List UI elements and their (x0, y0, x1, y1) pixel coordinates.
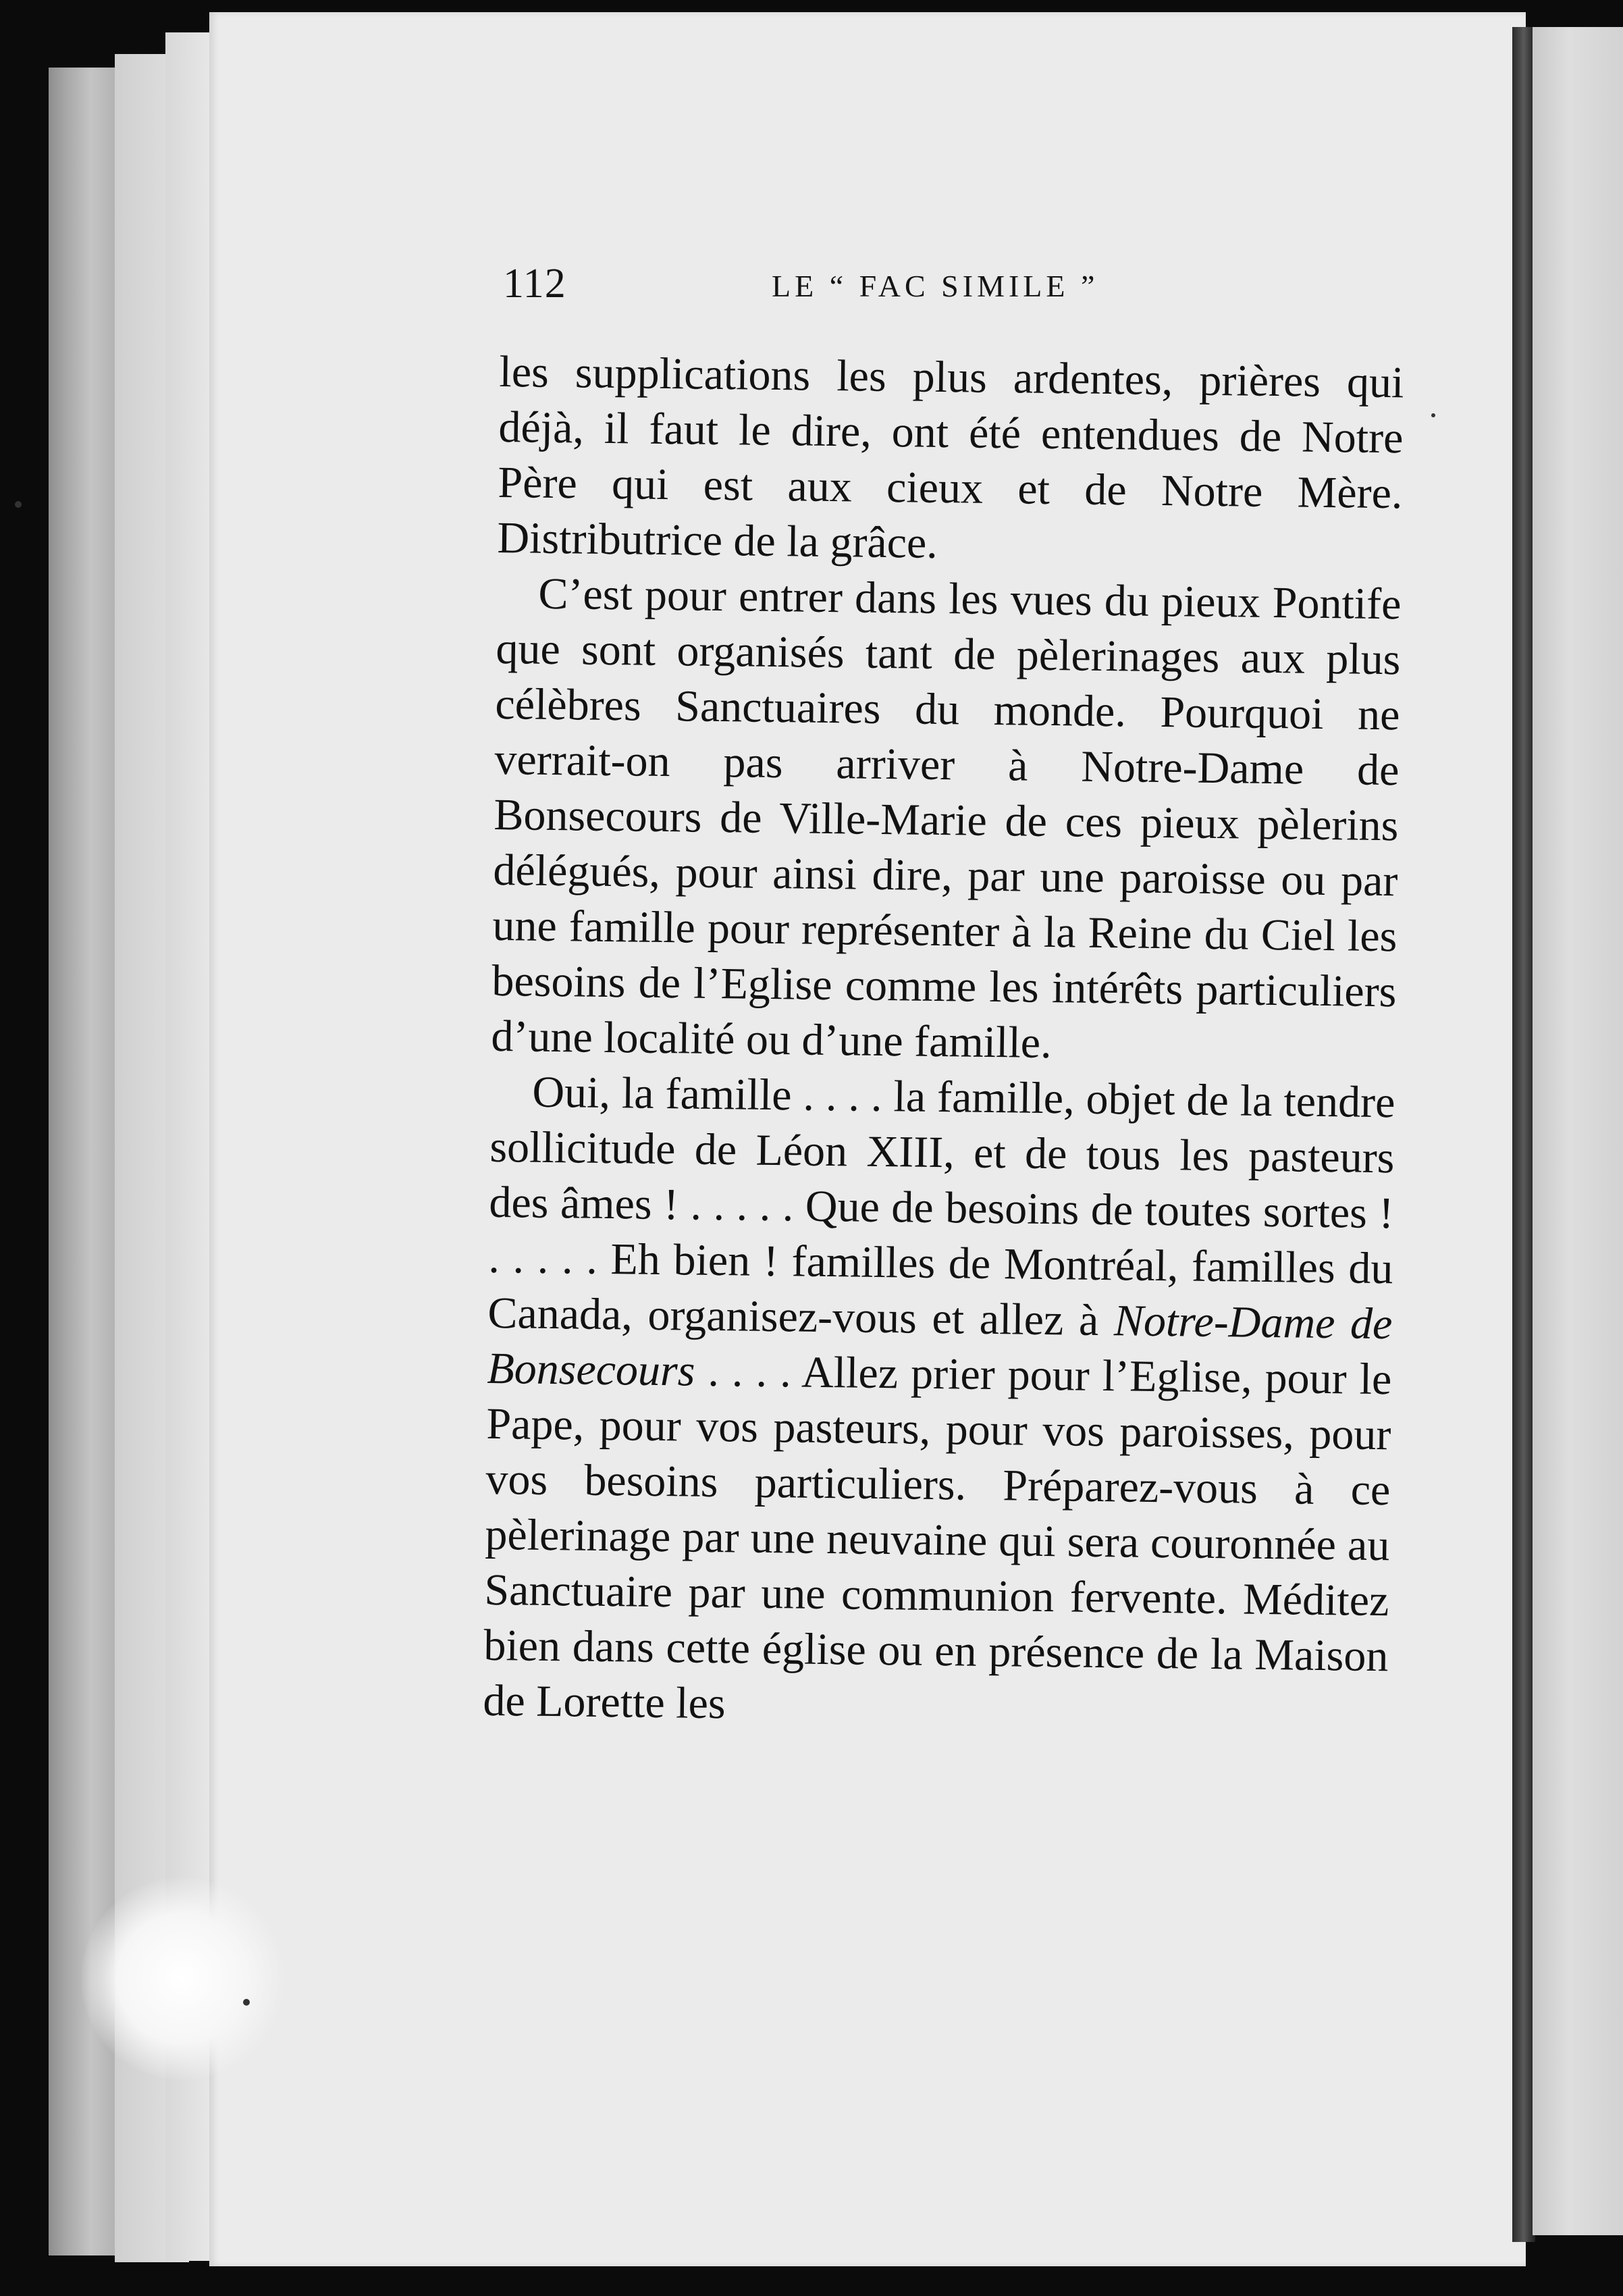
scan-speck (243, 1999, 250, 2006)
paragraph: C’est pour entrer dans les vues du pieux Pontife que sont organisés tant de pèlerinages aux plus célèbres Sanctuaires du monde. Pourquoi ne verrait-on pas arriver à Notre-Dame de Bonsecours de Ville-Marie de ces pieux pèlerins délégués, pour ainsi dire, par une paroisse ou par une famille pour représenter à la Reine du Ciel les besoins de l’Eglise comme les intérêts particuliers d’une localité ou d’une famille. (491, 569, 1402, 1068)
scan-speck (1431, 413, 1435, 417)
paragraph-text: . . . . Allez prier pour l’Eglise, pour le Pape, pour vos pasteurs, pour vos paroisses, pour vos besoins particuliers. Préparez-vous à ce pèlerinage par une neuvaine qui sera couronnée au Sanctuaire par une communion fervente. Méditez bien dans cette église ou en présence de la Maison de Lorette les (483, 1346, 1392, 1729)
page-header (503, 260, 1401, 321)
italic-sanctuary-name: Notre-Dame de Bonsecours (487, 1296, 1393, 1396)
scan-speck (15, 501, 22, 508)
adjacent-page (1533, 27, 1623, 2235)
running-title: LE “ FAC SIMILE ” (772, 269, 1099, 303)
book-spine-shadow (1512, 27, 1535, 2242)
paragraph-text: Oui, la famille . . . . la famille, objet de la tendre sollicitude de Léon XIII, et de tous les pasteurs des âmes ! . . . . . Que de besoins de toutes sortes ! . . . . . Eh bien ! familles de Montréal, familles du Canada, organisez-vous et allez à (487, 1067, 1395, 1346)
body-text (483, 344, 1404, 1740)
paragraph (483, 1064, 1395, 1740)
paragraph: les supplications les plus ardentes, prières qui déjà, il faut le dire, ont été entendues de Notre Père qui est aux cieux et de Notre Mère. Distributrice de la grâce. (497, 346, 1404, 568)
page-number: 112 (503, 261, 566, 307)
scan-smudge (81, 1877, 284, 2080)
